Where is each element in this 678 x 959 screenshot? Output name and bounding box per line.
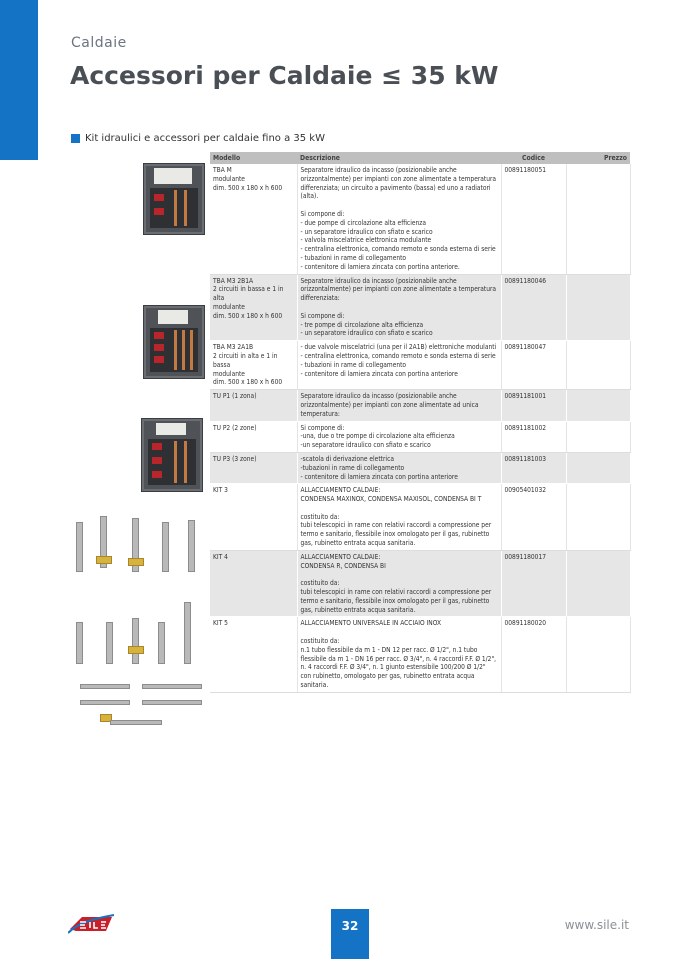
row-price	[566, 164, 630, 274]
table-row	[210, 274, 630, 341]
table-row	[210, 617, 630, 692]
row-code: 00891180020	[501, 617, 566, 692]
section-heading-text: Kit idraulici e accessori per caldaie fino a 35 kW	[85, 133, 325, 144]
row-price	[566, 274, 630, 341]
table-row	[210, 341, 630, 390]
row-price	[566, 452, 630, 483]
table-row	[210, 452, 630, 483]
page-category: Caldaie	[71, 35, 127, 51]
row-model: KIT 4	[210, 550, 297, 617]
row-code: 00891181002	[501, 421, 566, 452]
page-title: Accessori per Caldaie ≤ 35 kW	[70, 61, 499, 90]
row-price	[566, 484, 630, 551]
col-header-price: Prezzo	[566, 152, 630, 164]
row-model: TU P1 (1 zona)	[210, 390, 297, 421]
row-description: Si compone di: -una, due o tre pompe di circolazione alta efficienza -un separatore idraulico con sfiato e scarico	[297, 421, 501, 452]
row-model: TU P2 (2 zone)	[210, 421, 297, 452]
product-image-kit-5	[70, 682, 210, 732]
row-price	[566, 390, 630, 421]
col-header-description: Descrizione	[297, 152, 501, 164]
corner-accent-triangle	[0, 130, 38, 160]
product-image-kit-4	[70, 600, 200, 668]
row-description: ALLACCIAMENTO UNIVERSALE IN ACCIAIO INOX costituito da: n.1 tubo flessibile da m 1 - DN 12 per racc. Ø 1/2", n.1 tubo flessibile da m 1 - DN 16 per racc. Ø 3/4", n. 4 raccordi F.F. Ø 1/2", n. 4 raccordi F.F. Ø 3/4", n. 1 giunto estensibile 100/200 Ø 1/2" con rubinetto, omologato per gas, rubinetto entrata acqua sanitaria.	[297, 617, 501, 692]
col-header-model: Modello	[210, 152, 297, 164]
table-row	[210, 390, 630, 421]
row-description: - due valvole miscelatrici (una per il 2A1B) elettroniche modulanti - centralina elettronica, comando remoto e sonda esterna di serie - tubazioni in rame di collegamento - contenitore di lamiera zincata con portina anteriore	[297, 341, 501, 390]
row-price	[566, 550, 630, 617]
row-model: TBA M3 2A1B 2 circuiti in alta e 1 in bassa modulante dim. 500 x 180 x h 600	[210, 341, 297, 390]
page-number: 32	[331, 909, 369, 959]
row-price	[566, 617, 630, 692]
row-code: 00891180017	[501, 550, 566, 617]
table-row	[210, 421, 630, 452]
table-row	[210, 484, 630, 551]
col-header-code: Codice	[501, 152, 566, 164]
table-row	[210, 164, 630, 274]
sile-logo	[68, 913, 114, 935]
row-code: 00891180046	[501, 274, 566, 341]
row-model: TBA M3 2B1A 2 circuiti in bassa e 1 in alta modulante dim. 500 x 180 x h 600	[210, 274, 297, 341]
website-url[interactable]: www.sile.it	[564, 918, 629, 932]
row-model: TU P3 (3 zone)	[210, 452, 297, 483]
product-image-tba-m3	[143, 305, 205, 379]
product-image-tba-m	[143, 163, 205, 235]
table-header-row	[210, 152, 630, 164]
row-description: ALLACCIAMENTO CALDAIE: CONDENSA R, CONDENSA BI costituito da: tubi telescopici in rame con relativi raccordi a compressione per termo e sanitario, flessibile inox omologato per il gas, rubinetto gas, rubinetto entrata acqua sanitaria.	[297, 550, 501, 617]
row-description: Separatore idraulico da incasso (posizionabile anche orizzontalmente) per impianti con zone alimentate ad unica temperatura:	[297, 390, 501, 421]
row-code: 00891181003	[501, 452, 566, 483]
row-model: TBA M modulante dim. 500 x 180 x h 600	[210, 164, 297, 274]
row-price	[566, 341, 630, 390]
row-model: KIT 5	[210, 617, 297, 692]
row-price	[566, 421, 630, 452]
row-description: ALLACCIAMENTO CALDAIE: CONDENSA MAXINOX, CONDENSA MAXISOL, CONDENSA BI T costituito da: tubi telescopici in rame con relativi raccordi a compressione per termo e sanitario, flessibile inox omologato per il gas, rubinetto gas, rubinetto entrata acqua sanitaria.	[297, 484, 501, 551]
row-code: 00891180047	[501, 341, 566, 390]
section-heading	[71, 133, 325, 144]
row-code: 00905401032	[501, 484, 566, 551]
row-description: -scatola di derivazione elettrica -tubazioni in rame di collegamento - contenitore di lamiera zincata con portina anteriore	[297, 452, 501, 483]
row-code: 00891181001	[501, 390, 566, 421]
row-description: Separatore idraulico da incasso (posizionabile anche orizzontalmente) per impianti con zone alimentate a temperatura differenziata; un circuito a pavimento (bassa) ed uno a radiatori (alta). Si compone di: - due pompe di circolazione alta efficienza - un separatore idraulico con sfiato e scarico - valvola miscelatrice elettronica modulante - centralina elettronica, comando remoto e sonda esterna di serie - tubazioni in rame di collegamento - contenitore di lamiera zincata con portina anteriore.	[297, 164, 501, 274]
products-table	[210, 152, 631, 693]
row-model: KIT 3	[210, 484, 297, 551]
row-code: 00891180051	[501, 164, 566, 274]
product-image-tu-p	[141, 418, 203, 492]
section-bullet-icon	[71, 134, 80, 143]
row-description: Separatore idraulico da incasso (posizionabile anche orizzontalmente) per impianti con zone alimentate a temperatura differenziata: Si compone di: - tre pompe di circolazione alta efficienza - un separatore idraulico con sfiato e scarico	[297, 274, 501, 341]
product-image-kit-3	[70, 512, 200, 574]
table-row	[210, 550, 630, 617]
